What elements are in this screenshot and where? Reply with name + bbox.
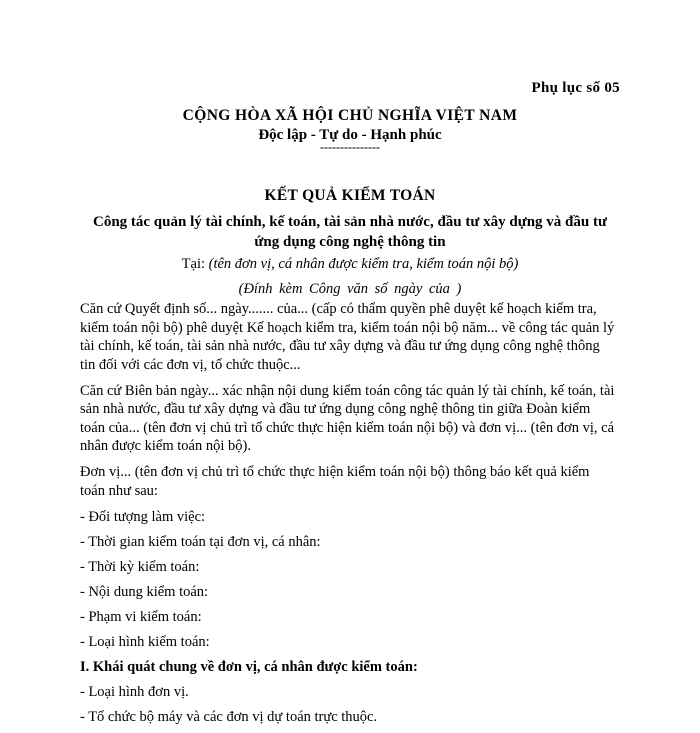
list-item: - Nội dung kiểm toán: <box>80 583 209 600</box>
motto-underline: --------------- <box>320 140 380 154</box>
list-item: - Phạm vi kiểm toán: <box>80 608 202 625</box>
paragraph-announcement: Đơn vị... (tên đơn vị chủ trì tổ chức thực hiện kiểm toán nội bộ) thông báo kết quả kiểm toán như sau: <box>80 464 590 499</box>
country-name: CỘNG HÒA XÃ HỘI CHỦ NGHĨA VIỆT NAM <box>182 107 518 124</box>
audit-location <box>0 256 700 273</box>
list-item: - Loại hình đơn vị. <box>80 683 189 700</box>
paragraph-basis-minutes: Căn cứ Biên bản ngày... xác nhận nội dung kiểm toán công tác quản lý tài chính, kế toán, tài sản nhà nước, đầu tư xây dựng và đầu tư ứng dụng công nghệ thông tin giữa Đoàn kiểm toán của... (tên đơn vị chủ trì tổ chức thực hiện kiểm toán nội bộ) và đơn vị... (tên đơn vị, cá nhân được kiểm toán nội bộ). <box>80 382 615 454</box>
list-item: - Loại hình kiểm toán: <box>80 633 210 650</box>
attachment-note: (Đính kèm Công văn số ngày của ) <box>238 281 462 297</box>
audit-location-value: (tên đơn vị, cá nhân được kiểm tra, kiểm toán nội bộ) <box>208 256 519 272</box>
document-body <box>80 300 618 733</box>
paragraph-basis-decision: Căn cứ Quyết định số... ngày....... của... (cấp có thẩm quyền phê duyệt kế hoạch kiểm tra, kiểm toán nội bộ) phê duyệt Kế hoạch kiểm tra, kiểm toán nội bộ năm... về công tác quản lý tài chính, kế toán, tài sản nhà nước, đầu tư xây dựng và đầu tư ứng dụng công nghệ thông tin đối với các đơn vị, tổ chức thuộc... <box>80 301 615 373</box>
appendix-label: Phụ lục số 05 <box>531 80 620 96</box>
document-title: KẾT QUẢ KIỂM TOÁN <box>264 187 436 204</box>
document-subtitle: Công tác quản lý tài chính, kế toán, tài sản nhà nước, đầu tư xây dựng và đầu tư ứng dụng công nghệ thông tin <box>92 214 607 250</box>
national-motto: Độc lập - Tự do - Hạnh phúc <box>258 127 442 143</box>
section-1-heading: I. Khái quát chung về đơn vị, cá nhân được kiểm toán: <box>80 658 418 675</box>
list-item: - Thời kỳ kiểm toán: <box>80 558 200 575</box>
list-item: - Tổ chức bộ máy và các đơn vị dự toán trực thuộc. <box>80 708 378 725</box>
list-item: - Thời gian kiểm toán tại đơn vị, cá nhân: <box>80 533 321 550</box>
audit-location-prefix: Tại: <box>181 256 209 272</box>
list-item: - Đối tượng làm việc: <box>80 508 206 525</box>
